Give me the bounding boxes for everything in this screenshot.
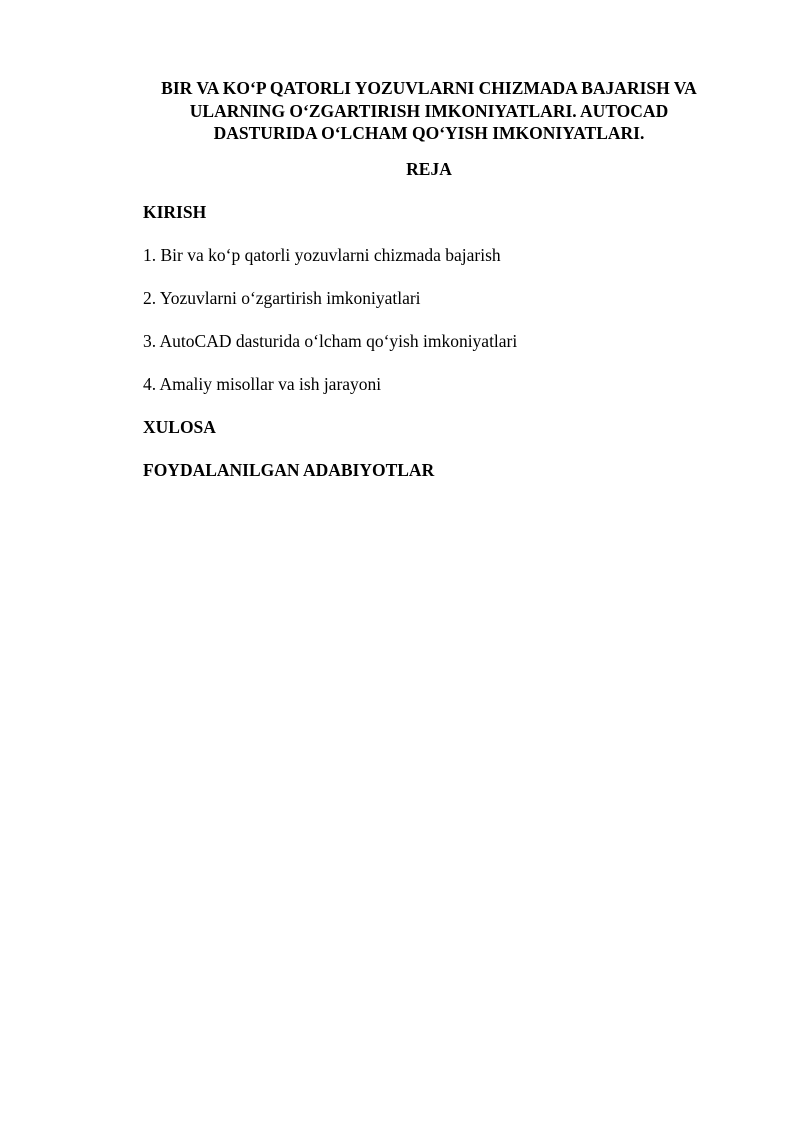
title-line-2: ULARNING O‘ZGARTIRISH IMKONIYATLARI. AUTOCAD: [189, 100, 669, 121]
plan-item-3: 3. AutoCAD dasturida o‘lcham qo‘yish imkoniyatlari: [143, 331, 518, 351]
plan-intro: KIRISH: [143, 202, 207, 222]
plan-item-2: 2. Yozuvlarni o‘zgartirish imkoniyatlari: [143, 288, 421, 308]
title-line-1: BIR VA KO‘P QATORLI YOZUVLARNI CHIZMADA BAJARISH VA: [161, 78, 697, 98]
document-title: [120, 77, 738, 145]
plan-heading: REJA: [406, 159, 452, 179]
title-line-3: DASTURIDA O‘LCHAM QO‘YISH IMKONIYATLARI.: [213, 123, 645, 143]
plan-item-1: 1. Bir va ko‘p qatorli yozuvlarni chizmada bajarish: [143, 245, 501, 265]
plan-references: FOYDALANILGAN ADABIYOTLAR: [143, 460, 435, 480]
plan-list: [143, 201, 743, 502]
plan-item-4: 4. Amaliy misollar va ish jarayoni: [143, 374, 382, 394]
plan-conclusion: XULOSA: [143, 417, 216, 437]
